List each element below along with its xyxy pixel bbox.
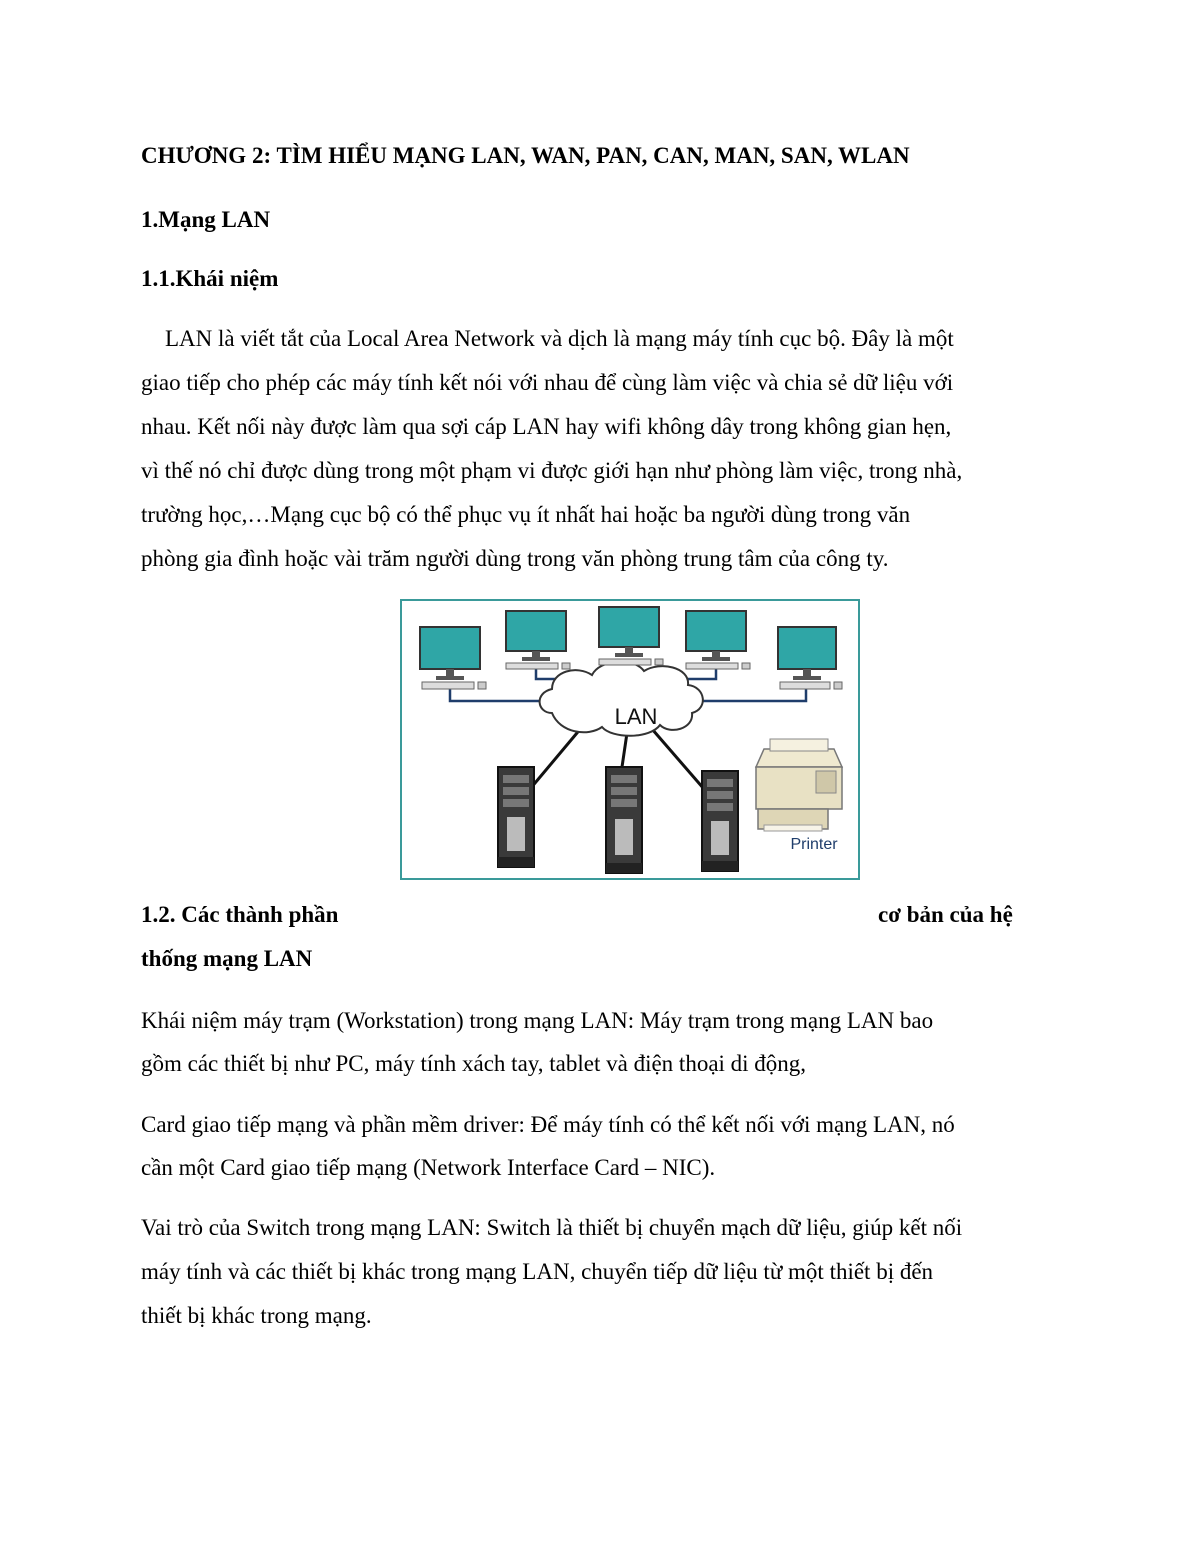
paragraph-line: gồm các thiết bị như PC, máy tính xách tay, tablet và điện thoại di động,: [141, 1051, 807, 1076]
paragraph-line: thiết bị khác trong mạng.: [141, 1303, 372, 1328]
server-tower-icon: [606, 767, 642, 873]
paragraph-line: máy tính và các thiết bị khác trong mạng LAN, chuyển tiếp dữ liệu từ một thiết bị đến: [141, 1259, 934, 1284]
cloud-label: LAN: [614, 704, 658, 729]
server-tower-icon: [702, 771, 738, 871]
paragraph-line: nhau. Kết nối này được làm qua sợi cáp LAN hay wifi không dây trong không gian hẹn,: [141, 414, 952, 439]
server-tower-icon: [498, 767, 534, 867]
paragraph-line: vì thế nó chỉ được dùng trong một phạm vi được giới hạn như phòng làm việc, trong nhà,: [141, 458, 963, 483]
lan-cloud-icon: [540, 662, 703, 736]
paragraph-line: LAN là viết tắt của Local Area Network và dịch là mạng máy tính cục bộ. Đây là một: [165, 326, 954, 351]
paragraph-line: trường học,…Mạng cục bộ có thể phục vụ ít nhất hai hoặc ba người dùng trong văn: [141, 502, 911, 527]
workstation-monitor-icon: [599, 607, 663, 665]
workstation-monitor-icon: [686, 611, 750, 669]
chapter-title: CHƯƠNG 2: TÌM HIỂU MẠNG LAN, WAN, PAN, CAN, MAN, SAN, WLAN: [141, 143, 910, 168]
printer-label: Printer: [790, 836, 838, 853]
paragraph-line: giao tiếp cho phép các máy tính kết nói với nhau để cùng làm việc và chia sẻ dữ liệu với: [141, 370, 954, 395]
section-1-1-heading: 1.1.Khái niệm: [141, 266, 279, 291]
workstation-monitor-icon: [420, 627, 486, 689]
paragraph-line: phòng gia đình hoặc vài trăm người dùng trong văn phòng trung tâm của công ty.: [141, 546, 889, 571]
section-1-2-heading-left: 1.2. Các thành phần: [141, 902, 339, 927]
workstation-monitor-icon: [778, 627, 842, 689]
paragraph-line: Vai trò của Switch trong mạng LAN: Switch là thiết bị chuyển mạch dữ liệu, giúp kết nối: [141, 1215, 963, 1240]
printer-icon: [756, 739, 842, 853]
section-1-2-heading-right: cơ bản của hệ: [878, 902, 1013, 927]
section-1-2-heading-line2: thống mạng LAN: [141, 946, 313, 971]
paragraph-line: Khái niệm máy trạm (Workstation) trong mạng LAN: Máy trạm trong mạng LAN bao: [141, 1008, 934, 1033]
workstation-monitor-icon: [506, 611, 570, 669]
lan-diagram-figure: [400, 599, 860, 880]
paragraph-line: Card giao tiếp mạng và phần mềm driver: Để máy tính có thể kết nối với mạng LAN, nó: [141, 1112, 955, 1137]
section-1-heading: 1.Mạng LAN: [141, 207, 271, 232]
paragraph-line: cần một Card giao tiếp mạng (Network Interface Card – NIC).: [141, 1155, 716, 1180]
